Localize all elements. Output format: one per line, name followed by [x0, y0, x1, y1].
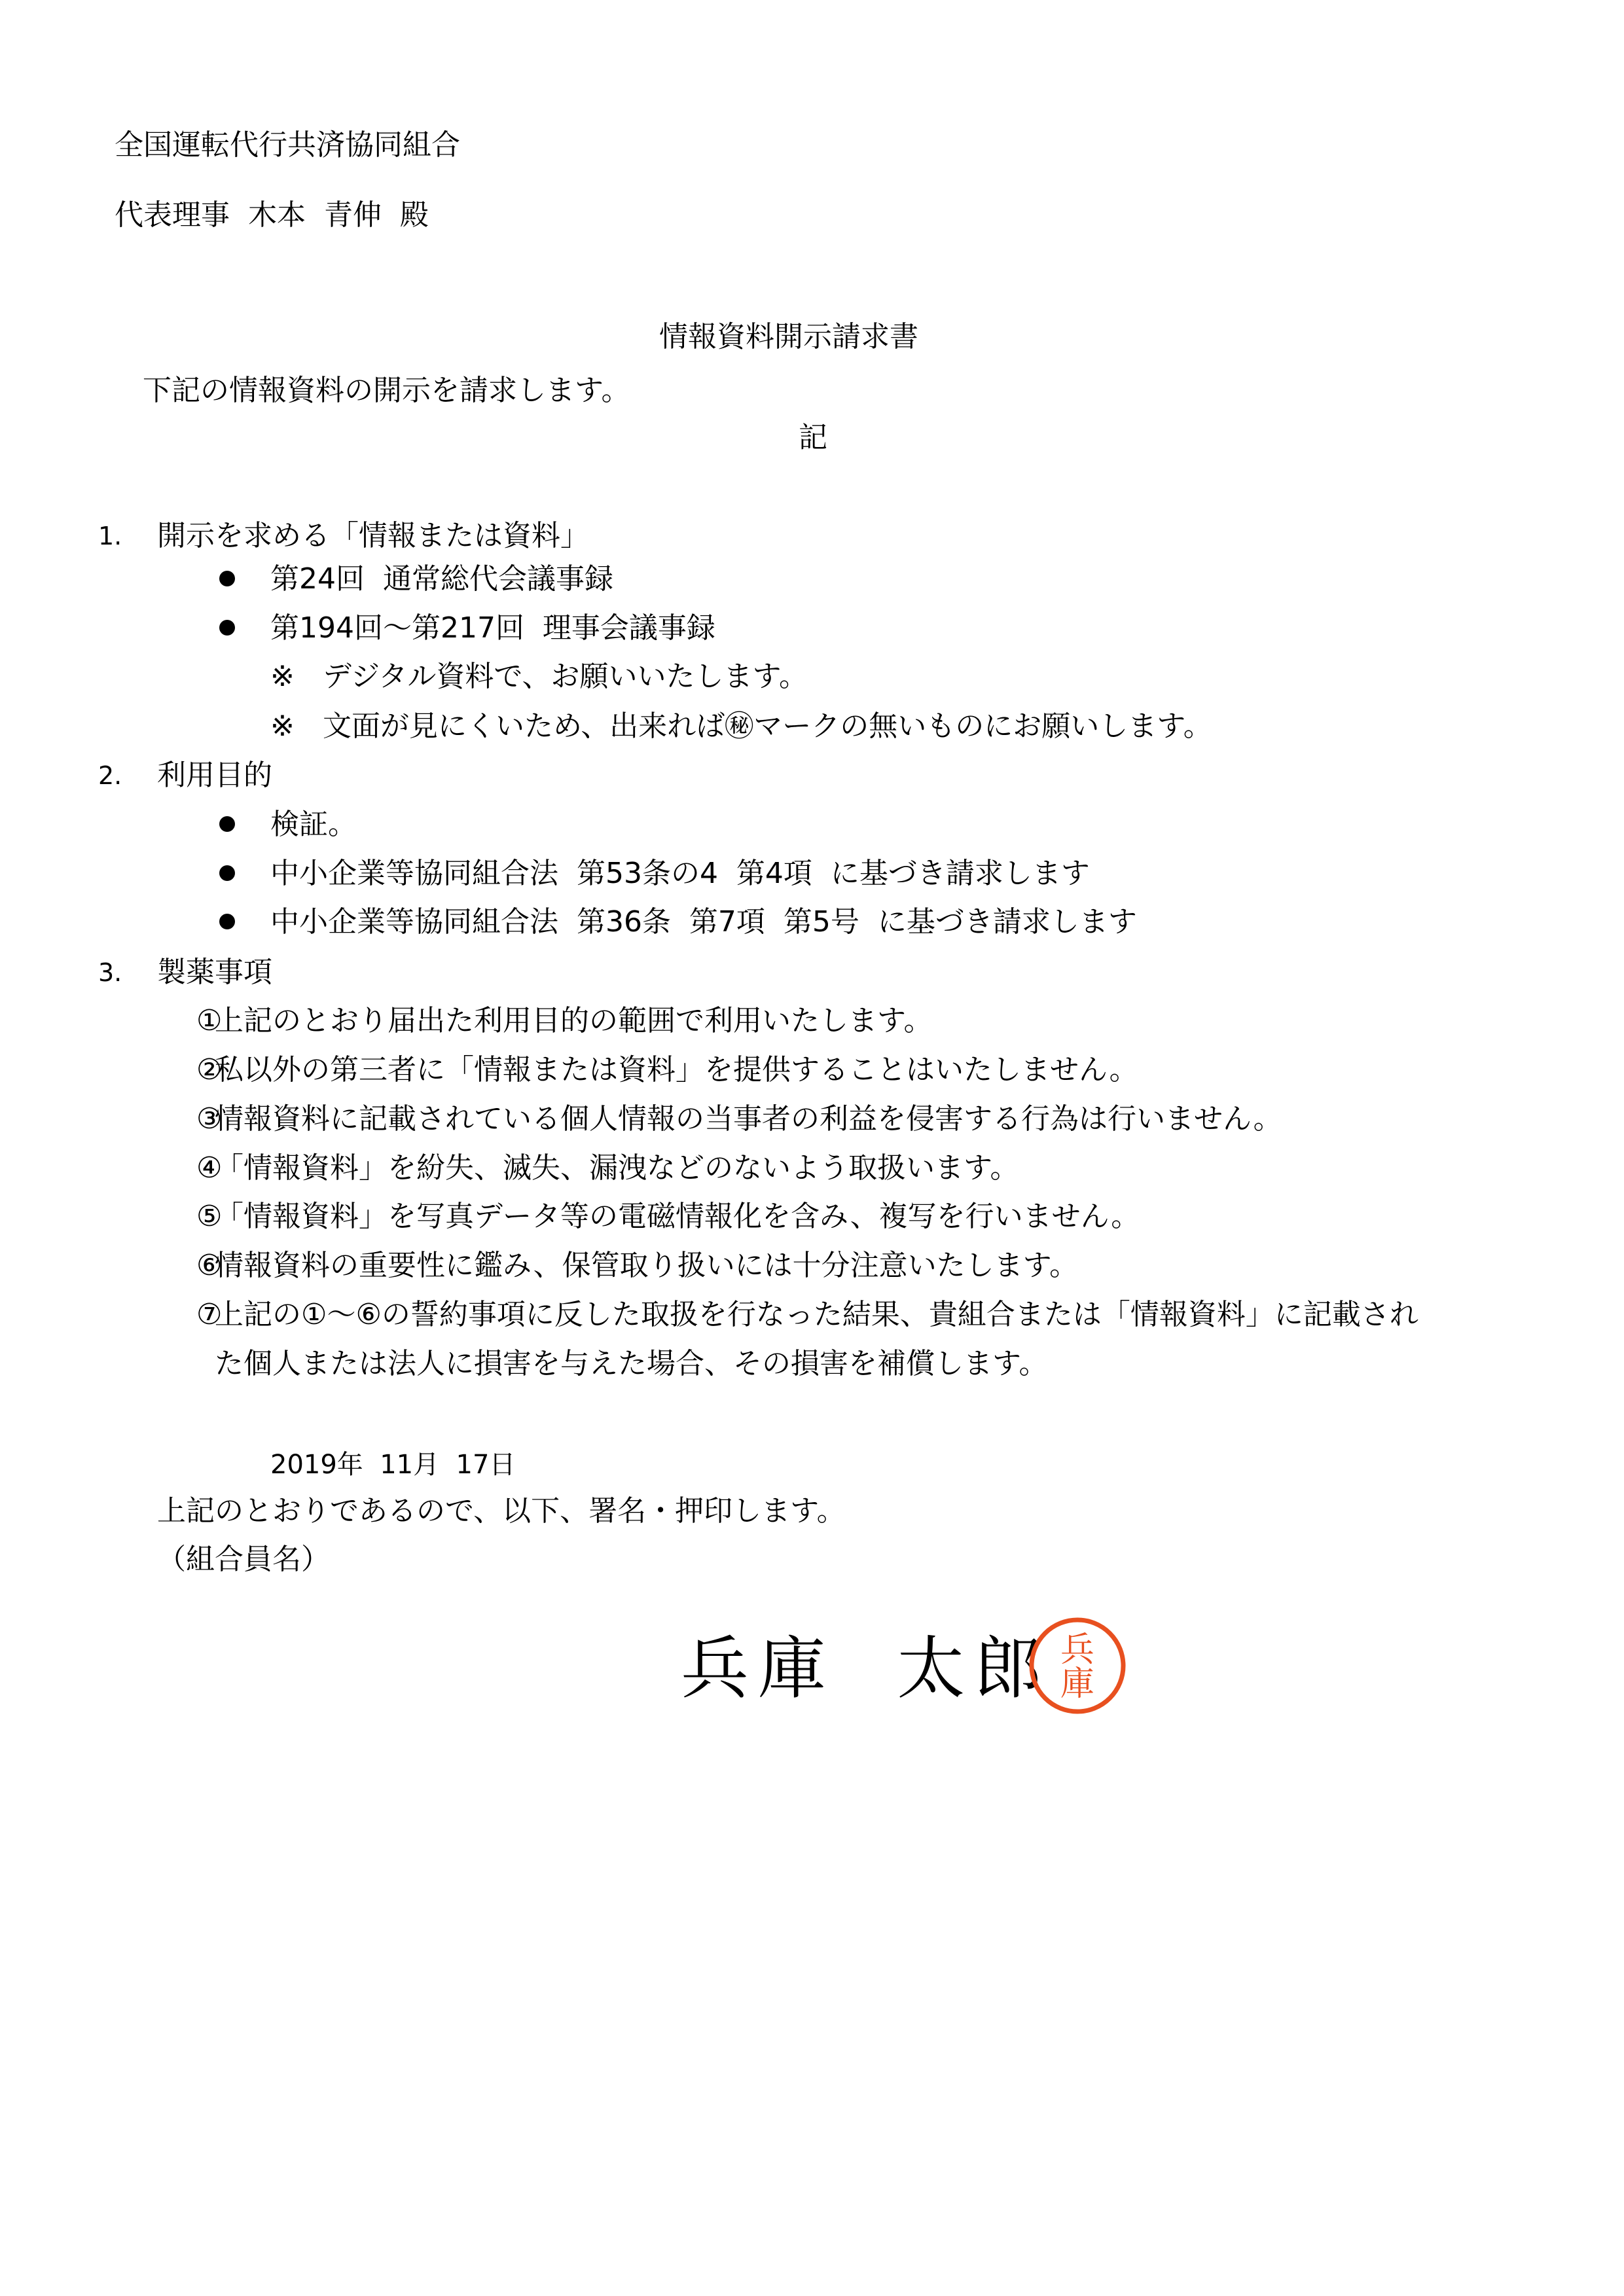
list-item: 検証。 [270, 808, 357, 841]
addressee-org: 全国運転代行共済協同組合 [115, 128, 460, 162]
seal-character: 庫 [1060, 1664, 1095, 1704]
list-item: 第194回～第217回 理事会議事録 [270, 611, 715, 645]
bullet-marker [219, 816, 235, 832]
bullet-marker [219, 571, 235, 586]
signature: 兵庫 太郎 [681, 1628, 1052, 1708]
item-mark: ① [196, 1004, 223, 1037]
pledge-item-continuation: た個人または法人に損害を与えた場合、その損害を補償します。 [215, 1347, 1048, 1380]
pledge-item: 上記のとおり届出た利用目的の範囲で利用いたします。 [215, 1004, 933, 1037]
bullet-marker [219, 914, 235, 929]
seal-stamp-icon [1026, 1614, 1129, 1717]
note-mark: ※ [270, 709, 295, 743]
section-heading: 利用目的 [157, 759, 272, 792]
note-text: デジタル資料で、お願いいたします。 [323, 660, 808, 693]
item-mark: ⑥ [196, 1249, 223, 1282]
item-mark: ⑦ [196, 1298, 223, 1331]
ki-heading: 記 [799, 421, 827, 454]
closing-text: 上記のとおりであるので、以下、署名・押印します。 [157, 1494, 846, 1528]
member-name-label: （組合員名） [157, 1543, 330, 1576]
item-mark: ③ [196, 1102, 223, 1136]
intro-text: 下記の情報資料の開示を請求します。 [143, 374, 630, 407]
pledge-item: 「情報資料」を写真データ等の電磁情報化を含み、複写を行いません。 [215, 1200, 1140, 1233]
addressee-representative: 代表理事 木本 青伸 殿 [115, 198, 429, 232]
section-number: 1. [98, 522, 122, 550]
pledge-item: 「情報資料」を紛失、滅失、漏洩などのないよう取扱います。 [215, 1151, 1019, 1185]
note-mark: ※ [270, 660, 295, 693]
pledge-item: 私以外の第三者に「情報または資料」を提供することはいたしません。 [215, 1053, 1138, 1086]
pledge-item: 情報資料の重要性に鑑み、保管取り扱いには十分注意いたします。 [215, 1249, 1079, 1282]
bullet-marker [219, 620, 235, 636]
section-number: 2. [98, 761, 122, 790]
list-item: 中小企業等協同組合法 第36条 第7項 第5号 に基づき請求します [270, 905, 1137, 939]
note-text: 文面が見にくいため、出来れば㊙マークの無いものにお願いします。 [323, 709, 1212, 743]
seal-character: 兵 [1060, 1630, 1095, 1670]
item-mark: ④ [196, 1151, 223, 1185]
date: 2019年 11月 17日 [270, 1450, 516, 1480]
section-heading: 製薬事項 [157, 956, 272, 989]
pledge-item: 情報資料に記載されている個人情報の当事者の利益を侵害する行為は行いません。 [215, 1102, 1282, 1136]
list-item: 第24回 通常総代会議事録 [270, 562, 613, 596]
pledge-item: 上記の①～⑥の誓約事項に反した取扱を行なった結果、貴組合または「情報資料」に記載され [215, 1298, 1418, 1331]
section-heading: 開示を求める「情報または資料」 [157, 519, 589, 552]
bullet-marker [219, 865, 235, 881]
item-mark: ⑤ [196, 1200, 223, 1233]
list-item: 中小企業等協同組合法 第53条の4 第4項 に基づき請求します [270, 857, 1090, 890]
section-number: 3. [98, 958, 122, 987]
document-title: 情報資料開示請求書 [659, 320, 918, 353]
item-mark: ② [196, 1053, 223, 1086]
